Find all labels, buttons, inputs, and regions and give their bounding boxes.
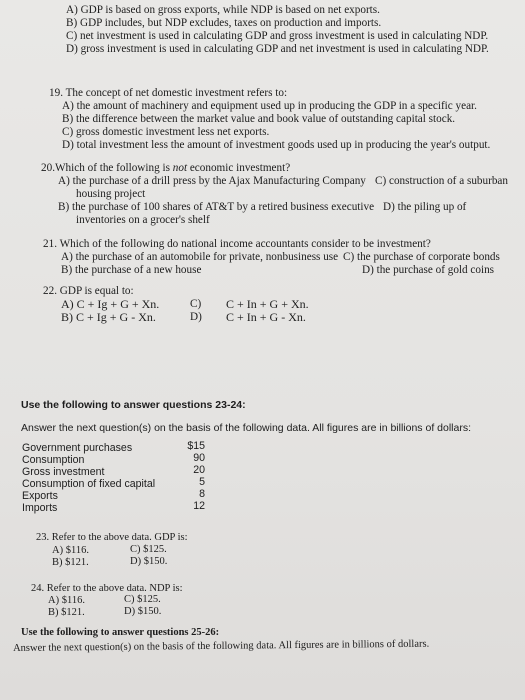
q20-stem-post: economic investment?: [187, 162, 291, 174]
q24-option-c: C) $125.: [124, 594, 161, 605]
table-row-label: Gross investment: [22, 466, 105, 478]
q19-option-a: A) the amount of machinery and equipment used up in producing the GDP in a specific year.: [62, 100, 477, 112]
q19-stem: 19. The concept of net domestic investment refers to:: [49, 87, 288, 99]
q20-option-b-cont: inventories on a grocer's shelf: [76, 214, 210, 226]
q20-stem-pre: 20.Which of the following is: [41, 162, 173, 174]
q20-option-d: D) the piling up of: [383, 201, 467, 213]
q22-option-c: C + In + G + Xn.: [226, 297, 309, 311]
q24-option-a: A) $116.: [48, 595, 85, 606]
table-row-value: 12: [193, 500, 205, 512]
q18-option-a: A) GDP is based on gross exports, while NDP is based on net exports.: [66, 4, 380, 16]
q23-option-d: D) $150.: [130, 556, 168, 567]
table-row-value: 90: [193, 452, 205, 464]
q21-option-a: A) the purchase of an automobile for private, nonbusiness use: [61, 251, 339, 263]
q18-option-c: C) net investment is used in calculating GDP and gross investment is used in calculating NDP.: [66, 30, 489, 42]
section-heading-23-24: Use the following to answer questions 23-24:: [21, 399, 246, 411]
q19-option-c: C) gross domestic investment less net exports.: [62, 126, 270, 138]
q23-option-b: B) $121.: [52, 557, 89, 568]
table-row-value: 8: [199, 488, 205, 500]
q23-option-c: C) $125.: [130, 544, 167, 555]
q21-option-b: B) the purchase of a new house: [61, 264, 202, 276]
q18-option-b: B) GDP includes, but NDP excludes, taxes on production and imports.: [66, 17, 382, 29]
q21-option-d: D) the purchase of gold coins: [362, 264, 495, 276]
q22-stem: 22. GDP is equal to:: [43, 285, 134, 297]
table-row-value: 20: [193, 464, 205, 476]
q20-option-c: C) construction of a suburban: [375, 175, 508, 187]
table-row-value: $15: [187, 440, 205, 452]
q23-option-a: A) $116.: [52, 545, 89, 556]
table-row-value: 5: [199, 476, 205, 488]
q24-option-b: B) $121.: [48, 607, 85, 618]
q21-stem: 21. Which of the following do national income accountants consider to be investment?: [43, 238, 431, 250]
q21-option-c: C) the purchase of corporate bonds: [343, 251, 500, 263]
q24-stem: 24. Refer to the above data. NDP is:: [31, 583, 183, 594]
table-row-label: Exports: [22, 490, 58, 502]
q20-stem-emphasis: not: [172, 162, 188, 174]
q22-option-c-label: C): [190, 298, 202, 310]
q20-option-a-cont: housing project: [76, 188, 146, 200]
q20-option-a: A) the purchase of a drill press by the Ajax Manufacturing Company: [58, 175, 366, 187]
q22-option-d-label: D): [190, 311, 202, 323]
q19-option-b: B) the difference between the market value and book value of outstanding capital stock.: [62, 113, 456, 125]
table-row-label: Imports: [22, 502, 58, 514]
section-instruction-23-24: Answer the next question(s) on the basis of the following data. All figures are in billions of dollars:: [21, 422, 471, 434]
q20-option-b: B) the purchase of 100 shares of AT&T by a retired business executive: [58, 201, 375, 213]
q22-option-d: C + In + G - Xn.: [226, 310, 306, 324]
q22-option-a: A) C + Ig + G + Xn.: [61, 297, 160, 311]
q18-option-d: D) gross investment is used in calculating GDP and net investment is used in calculating NDP.: [66, 43, 489, 55]
section-instruction-25-26: Answer the next question(s) on the basis of the following data. All figures are in billions of dollars.: [13, 638, 430, 654]
q23-stem: 23. Refer to the above data. GDP is:: [36, 532, 188, 543]
section-heading-25-26: Use the following to answer questions 25-26:: [21, 627, 220, 638]
table-row-label: Consumption: [22, 454, 85, 466]
q24-option-d: D) $150.: [124, 606, 162, 617]
table-row-label: Consumption of fixed capital: [22, 478, 156, 490]
table-row-label: Government purchases: [22, 442, 133, 454]
q19-option-d: D) total investment less the amount of investment goods used up in producing the year's output.: [62, 139, 491, 151]
q20-stem: [41, 162, 290, 175]
q22-option-b: B) C + Ig + G - Xn.: [61, 310, 156, 324]
